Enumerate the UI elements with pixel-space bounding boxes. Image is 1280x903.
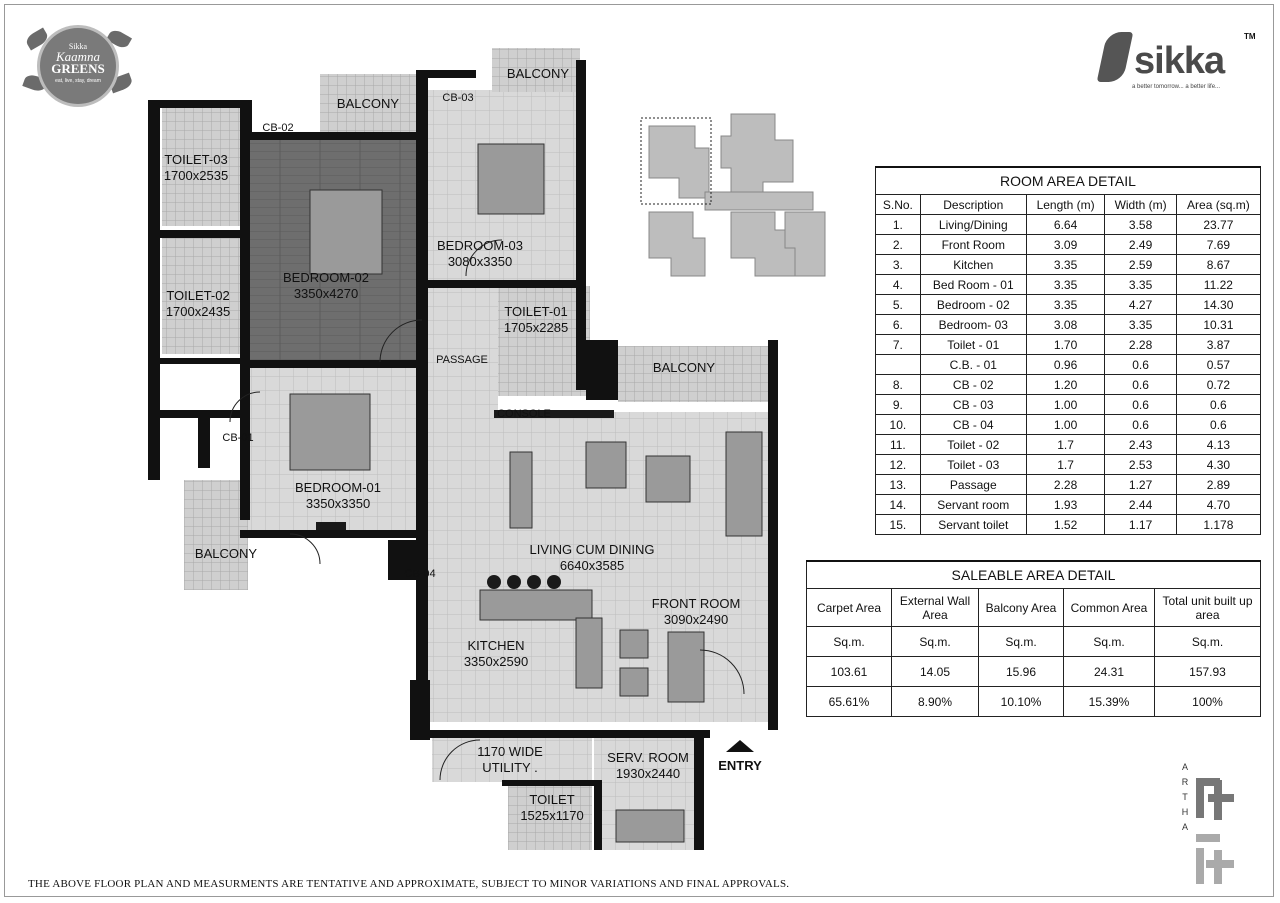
room-label-toilet-serv [520, 792, 583, 824]
room-area-cell: Toilet - 02 [920, 435, 1026, 455]
room-area-cell: Servant toilet [920, 515, 1026, 535]
saleable-values-row [807, 657, 1261, 687]
room-label-bedroom-03 [437, 238, 523, 270]
room-dimensions: 1700x2435 [165, 304, 231, 319]
room-area-cell: 3.35 [1026, 255, 1105, 275]
room-label-cb-01 [222, 430, 253, 446]
room-label-utility [477, 744, 543, 776]
saleable-area-table [806, 560, 1261, 717]
logo-line-3: GREENS [51, 61, 105, 76]
room-area-row [876, 375, 1261, 395]
room-name: KITCHEN [467, 638, 525, 653]
unit-cell: Sq.m. [807, 627, 892, 657]
room-area-cell [876, 355, 921, 375]
room-name: 1170 WIDE [477, 744, 543, 759]
room-area-cell: C.B. - 01 [920, 355, 1026, 375]
room-dimensions: 1525x1170 [520, 808, 584, 823]
artha-mark-shape [1196, 834, 1220, 842]
percent-cell: 8.90% [892, 687, 979, 717]
room-area-cell: 6.64 [1026, 215, 1105, 235]
room-area-cell: 3.08 [1026, 315, 1105, 335]
room-area-row [876, 455, 1261, 475]
room-area-cell: 1.178 [1176, 515, 1260, 535]
room-area-cell: 23.77 [1176, 215, 1260, 235]
room-area-cell: 0.6 [1176, 415, 1260, 435]
room-label-kitchen [464, 638, 528, 670]
room-area-cell: 0.6 [1105, 395, 1176, 415]
room-dimensions: UTILITY . [482, 760, 538, 775]
room-area-cell: 1.17 [1105, 515, 1176, 535]
room-label-cb-03 [442, 90, 473, 106]
room-area-cell: 2.43 [1105, 435, 1176, 455]
logo-line-4: eat, live, stay, dream [55, 78, 101, 84]
room-label-toilet-02 [166, 288, 230, 320]
room-area-cell: Passage [920, 475, 1026, 495]
column-header: Balcony Area [979, 589, 1064, 627]
room-name: BALCONY [194, 546, 258, 561]
room-area-cell: 1.20 [1026, 375, 1105, 395]
room-area-cell: 7.69 [1176, 235, 1260, 255]
room-area-cell: 8.67 [1176, 255, 1260, 275]
room-label-balcony-top [337, 96, 399, 112]
room-area-cell: 0.6 [1105, 355, 1176, 375]
room-area-row [876, 275, 1261, 295]
room-area-cell: 2. [876, 235, 921, 255]
room-dimensions: 3350x3350 [305, 496, 371, 511]
room-area-cell: Living/Dining [920, 215, 1026, 235]
room-area-cell: 4.13 [1176, 435, 1260, 455]
room-area-cell: Bedroom - 02 [920, 295, 1026, 315]
room-area-row [876, 355, 1261, 375]
room-area-cell: 2.89 [1176, 475, 1260, 495]
artha-letters [1180, 760, 1190, 835]
room-name: BALCONY [652, 360, 716, 375]
room-name: BALCONY [506, 66, 570, 81]
room-name: PASSAGE [436, 354, 488, 366]
room-name: CB-01 [222, 432, 254, 444]
room-name: SERV. ROOM [607, 750, 689, 765]
percent-cell: 100% [1155, 687, 1261, 717]
room-area-cell: 0.6 [1176, 395, 1260, 415]
room-name: BEDROOM-03 [437, 238, 523, 253]
column-header: Common Area [1064, 589, 1155, 627]
room-area-cell: 8. [876, 375, 921, 395]
column-header: Area (sq.m) [1176, 195, 1260, 215]
room-name: CB-03 [442, 92, 474, 104]
column-header: Total unit built up area [1155, 589, 1261, 627]
room-dimensions: 3350x4270 [293, 286, 359, 301]
room-area-cell: Kitchen [920, 255, 1026, 275]
room-area-row [876, 295, 1261, 315]
room-label-front-room [652, 596, 741, 628]
room-label-cb-04 [404, 566, 435, 582]
room-area-cell: 1.00 [1026, 415, 1105, 435]
saleable-percent-row [807, 687, 1261, 717]
room-label-bedroom-02 [283, 270, 369, 302]
room-area-cell: 4.70 [1176, 495, 1260, 515]
room-area-cell: 3.09 [1026, 235, 1105, 255]
artha-letter: H [1181, 807, 1189, 817]
room-label-console [497, 406, 551, 422]
room-label-balcony-topright [507, 66, 569, 82]
room-name: LIVING CUM DINING [529, 542, 655, 557]
room-area-row [876, 495, 1261, 515]
room-area-cell: 14. [876, 495, 921, 515]
room-name: TOILET-02 [166, 288, 230, 303]
room-area-row [876, 255, 1261, 275]
room-area-cell: 15. [876, 515, 921, 535]
room-area-row [876, 235, 1261, 255]
room-area-row [876, 335, 1261, 355]
key-plan-drawing [635, 108, 835, 288]
room-area-cell: 1.7 [1026, 435, 1105, 455]
room-label-serv-room [607, 750, 689, 782]
column-header: S.No. [876, 195, 921, 215]
logo-line-1: Sikka [68, 42, 88, 51]
unit-cell: Sq.m. [892, 627, 979, 657]
unit-cell: Sq.m. [1064, 627, 1155, 657]
percent-cell: 65.61% [807, 687, 892, 717]
room-area-cell: CB - 03 [920, 395, 1026, 415]
room-area-cell: Toilet - 03 [920, 455, 1026, 475]
room-area-cell: 11.22 [1176, 275, 1260, 295]
room-dimensions: 1700x2535 [163, 168, 229, 183]
room-area-cell: 0.6 [1105, 415, 1176, 435]
saleable-units-row [807, 627, 1261, 657]
artha-letter: T [1182, 792, 1188, 802]
room-label-bedroom-01 [295, 480, 381, 512]
room-area-cell: 13. [876, 475, 921, 495]
room-area-cell: 2.44 [1105, 495, 1176, 515]
sikka-tagline: a better tomorrow... a better life... [1132, 84, 1221, 90]
room-label-balcony-right [653, 360, 715, 376]
room-area-cell: 3.35 [1026, 295, 1105, 315]
room-area-cell: 1. [876, 215, 921, 235]
room-name: CB-02 [262, 122, 294, 134]
room-label-living [530, 542, 655, 574]
room-area-cell: 0.6 [1105, 375, 1176, 395]
room-label-toilet-03 [164, 152, 228, 184]
room-area-cell: 0.72 [1176, 375, 1260, 395]
room-area-row [876, 215, 1261, 235]
artha-letter: A [1181, 762, 1188, 772]
room-name: FRONT ROOM [651, 596, 741, 611]
room-area-cell: 6. [876, 315, 921, 335]
room-area-cell: 1.27 [1105, 475, 1176, 495]
sikka-wordmark: sikka [1134, 40, 1225, 82]
room-area-cell: 2.59 [1105, 255, 1176, 275]
percent-cell: 15.39% [1064, 687, 1155, 717]
artha-mark-shape [1196, 848, 1204, 884]
room-area-row [876, 515, 1261, 535]
room-area-cell: 0.96 [1026, 355, 1105, 375]
unit-cell: Sq.m. [1155, 627, 1261, 657]
room-area-cell: 4.27 [1105, 295, 1176, 315]
value-cell: 103.61 [807, 657, 892, 687]
room-area-cell: 3.35 [1026, 275, 1105, 295]
room-area-table [875, 166, 1261, 535]
room-area-title: ROOM AREA DETAIL [876, 167, 1261, 195]
room-name: CONSOLE [497, 408, 551, 420]
room-area-cell: 10. [876, 415, 921, 435]
room-name: BEDROOM-02 [283, 270, 369, 285]
room-dimensions: 1930x2440 [615, 766, 681, 781]
room-area-cell: Servant room [920, 495, 1026, 515]
room-area-row [876, 435, 1261, 455]
room-area-cell: 2.28 [1105, 335, 1176, 355]
entry-label: ENTRY [718, 758, 762, 773]
trademark: TM [1244, 32, 1256, 41]
room-dimensions: 6640x3585 [559, 558, 625, 573]
room-area-header-row [876, 195, 1261, 215]
room-area-cell: 2.53 [1105, 455, 1176, 475]
entry-arrow-icon [726, 740, 754, 752]
artha-letter: A [1181, 822, 1188, 832]
room-name: TOILET-01 [504, 304, 568, 319]
room-area-row [876, 395, 1261, 415]
room-area-cell: 2.28 [1026, 475, 1105, 495]
artha-letter: R [1181, 777, 1189, 787]
room-area-cell: CB - 02 [920, 375, 1026, 395]
room-label-cb-02 [262, 120, 293, 136]
saleable-header-row [807, 589, 1261, 627]
room-area-cell: 1.52 [1026, 515, 1105, 535]
artha-logo [1180, 760, 1240, 888]
room-area-cell: 11. [876, 435, 921, 455]
unit-cell: Sq.m. [979, 627, 1064, 657]
room-area-cell: 12. [876, 455, 921, 475]
room-area-cell: 3. [876, 255, 921, 275]
room-area-cell: 1.93 [1026, 495, 1105, 515]
room-area-cell: 10.31 [1176, 315, 1260, 335]
room-area-cell: Bedroom- 03 [920, 315, 1026, 335]
logo-badge [40, 28, 116, 104]
percent-cell: 10.10% [979, 687, 1064, 717]
room-name: TOILET [529, 792, 575, 807]
artha-mark-shape [1214, 850, 1222, 884]
disclaimer-footnote: THE ABOVE FLOOR PLAN AND MEASURMENTS ARE TENTATIVE AND APPROXIMATE, SUBJECT TO MINOR VARIATIONS AND FINAL APPROVALS. [28, 878, 790, 890]
column-header: Width (m) [1105, 195, 1176, 215]
saleable-title: SALEABLE AREA DETAIL [807, 561, 1261, 589]
room-area-cell: 9. [876, 395, 921, 415]
room-area-cell: 2.49 [1105, 235, 1176, 255]
value-cell: 24.31 [1064, 657, 1155, 687]
value-cell: 15.96 [979, 657, 1064, 687]
room-area-cell: 14.30 [1176, 295, 1260, 315]
entry-marker [712, 740, 768, 773]
room-dimensions: 3090x2490 [663, 612, 729, 627]
room-area-cell: 3.35 [1105, 275, 1176, 295]
room-dimensions: 3080x3350 [447, 254, 513, 269]
room-area-cell: 1.7 [1026, 455, 1105, 475]
room-name: TOILET-03 [164, 152, 228, 167]
room-name: CB-04 [404, 568, 436, 580]
sikka-logo [1098, 28, 1258, 98]
artha-mark-shape [1214, 780, 1222, 820]
room-area-cell: 1.00 [1026, 395, 1105, 415]
column-header: Description [920, 195, 1026, 215]
column-header: Carpet Area [807, 589, 892, 627]
room-area-cell: 1.70 [1026, 335, 1105, 355]
sikka-s-icon [1097, 32, 1134, 82]
room-area-cell: 5. [876, 295, 921, 315]
room-name: BEDROOM-01 [295, 480, 381, 495]
column-header: Length (m) [1026, 195, 1105, 215]
column-header: External Wall Area [892, 589, 979, 627]
room-area-cell: 0.57 [1176, 355, 1260, 375]
room-area-cell: 3.35 [1105, 315, 1176, 335]
logo-line-2: Kaamna [55, 49, 101, 64]
room-area-row [876, 315, 1261, 335]
room-area-rows [876, 215, 1261, 535]
room-area-cell: 7. [876, 335, 921, 355]
value-cell: 157.93 [1155, 657, 1261, 687]
room-area-row [876, 475, 1261, 495]
key-plan [635, 108, 835, 288]
room-label-passage [436, 352, 488, 368]
room-label-balcony-left [195, 546, 257, 562]
value-cell: 14.05 [892, 657, 979, 687]
room-area-cell: Front Room [920, 235, 1026, 255]
room-area-cell: CB - 04 [920, 415, 1026, 435]
room-area-cell: 4.30 [1176, 455, 1260, 475]
room-label-toilet-01 [504, 304, 568, 336]
kaamna-greens-logo [22, 18, 134, 108]
room-dimensions: 1705x2285 [503, 320, 569, 335]
room-area-cell: 3.58 [1105, 215, 1176, 235]
room-area-cell: 3.87 [1176, 335, 1260, 355]
room-area-cell: 4. [876, 275, 921, 295]
room-name: BALCONY [336, 96, 400, 111]
room-area-cell: Bed Room - 01 [920, 275, 1026, 295]
room-area-cell: Toilet - 01 [920, 335, 1026, 355]
room-area-row [876, 415, 1261, 435]
room-dimensions: 3350x2590 [463, 654, 529, 669]
